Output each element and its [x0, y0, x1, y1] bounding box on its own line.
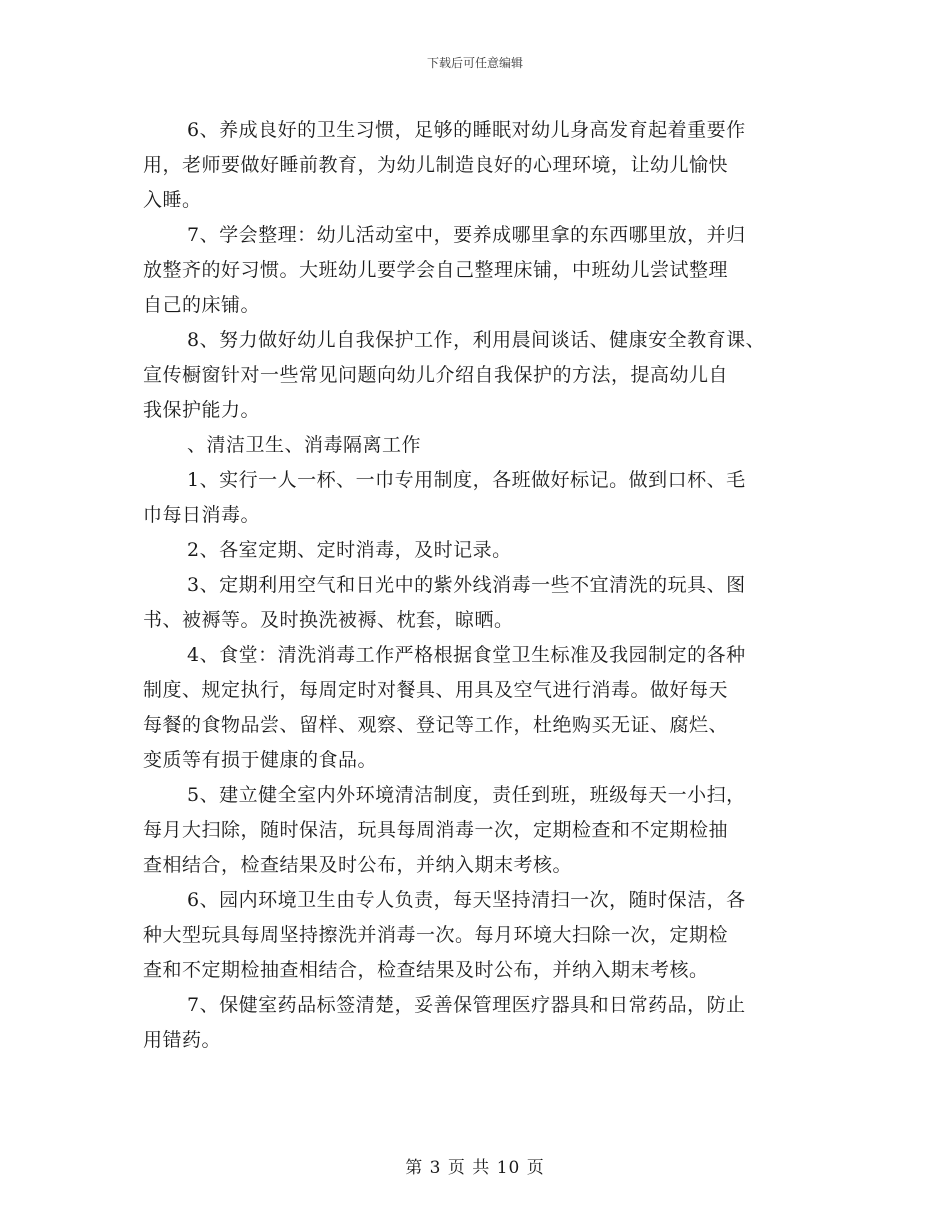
text-line: 1、实行一人一杯、一巾专用制度，各班做好标记。做到口杯、毛	[187, 469, 746, 491]
text-line: 用，老师要做好睡前教育，为幼儿制造良好的心理环境，让幼儿愉快	[143, 154, 729, 176]
text-line: 、清洁卫生、消毒隔离工作	[187, 434, 422, 456]
text-line: 入睡。	[143, 189, 202, 211]
paragraph-2	[143, 218, 815, 323]
text-line: 6、养成良好的卫生习惯，足够的睡眠对幼儿身高发育起着重要作	[187, 119, 746, 141]
paragraph-6	[143, 533, 815, 568]
paragraph-1	[143, 113, 815, 218]
text-line: 3、定期利用空气和日光中的紫外线消毒一些不宜清洗的玩具、图	[187, 574, 746, 596]
text-line: 书、被褥等。及时换洗被褥、枕套，晾晒。	[143, 609, 514, 631]
text-line: 4、食堂：清洗消毒工作严格根据食堂卫生标准及我园制定的各种	[187, 644, 746, 666]
text-line: 8、努力做好幼儿自我保护工作，利用晨间谈话、健康安全教育课、	[187, 329, 766, 351]
page-header: 下载后可任意编辑	[426, 56, 523, 70]
paragraph-9	[143, 778, 815, 883]
text-line: 宣传橱窗针对一些常见问题向幼儿介绍自我保护的方法，提高幼儿自	[143, 364, 729, 386]
text-line: 6、园内环境卫生由专人负责，每天坚持清扫一次，随时保洁，各	[187, 889, 746, 911]
text-line: 查和不定期检抽查相结合，检查结果及时公布，并纳入期末考核。	[143, 959, 709, 981]
paragraph-5	[143, 463, 815, 533]
paragraph-10	[143, 883, 815, 988]
text-line: 5、建立健全室内外环境清洁制度，责任到班，班级每天一小扫，	[187, 784, 746, 806]
text-line: 2、各室定期、定时消毒，及时记录。	[187, 539, 512, 561]
text-line: 我保护能力。	[143, 399, 261, 421]
text-line: 每餐的食物品尝、留样、观察、登记等工作，杜绝购买无证、腐烂、	[143, 714, 729, 736]
text-line: 种大型玩具每周坚持擦洗并消毒一次。每月环境大扫除一次，定期检	[143, 924, 729, 946]
text-line: 查相结合，检查结果及时公布，并纳入期末考核。	[143, 854, 573, 876]
text-line: 用错药。	[143, 1029, 222, 1051]
text-line: 自己的床铺。	[143, 294, 261, 316]
text-line: 7、学会整理：幼儿活动室中，要养成哪里拿的东西哪里放，并归	[187, 224, 746, 246]
text-line: 巾每日消毒。	[143, 504, 261, 526]
paragraph-3	[143, 323, 815, 428]
page-number-footer: 第 3 页 共 10 页	[405, 1158, 545, 1178]
paragraph-7	[143, 568, 815, 638]
text-line: 变质等有损于健康的食品。	[143, 749, 378, 771]
text-line: 每月大扫除，随时保洁，玩具每周消毒一次，定期检查和不定期检抽	[143, 819, 729, 841]
section-heading	[143, 428, 815, 463]
text-line: 7、保健室药品标签清楚，妥善保管理医疗器具和日常药品，防止	[187, 994, 746, 1016]
document-body	[143, 113, 815, 1058]
paragraph-8	[143, 638, 815, 778]
text-line: 制度、规定执行，每周定时对餐具、用具及空气进行消毒。做好每天	[143, 679, 729, 701]
text-line: 放整齐的好习惯。大班幼儿要学会自己整理床铺，中班幼儿尝试整理	[143, 259, 729, 281]
paragraph-11	[143, 988, 815, 1058]
